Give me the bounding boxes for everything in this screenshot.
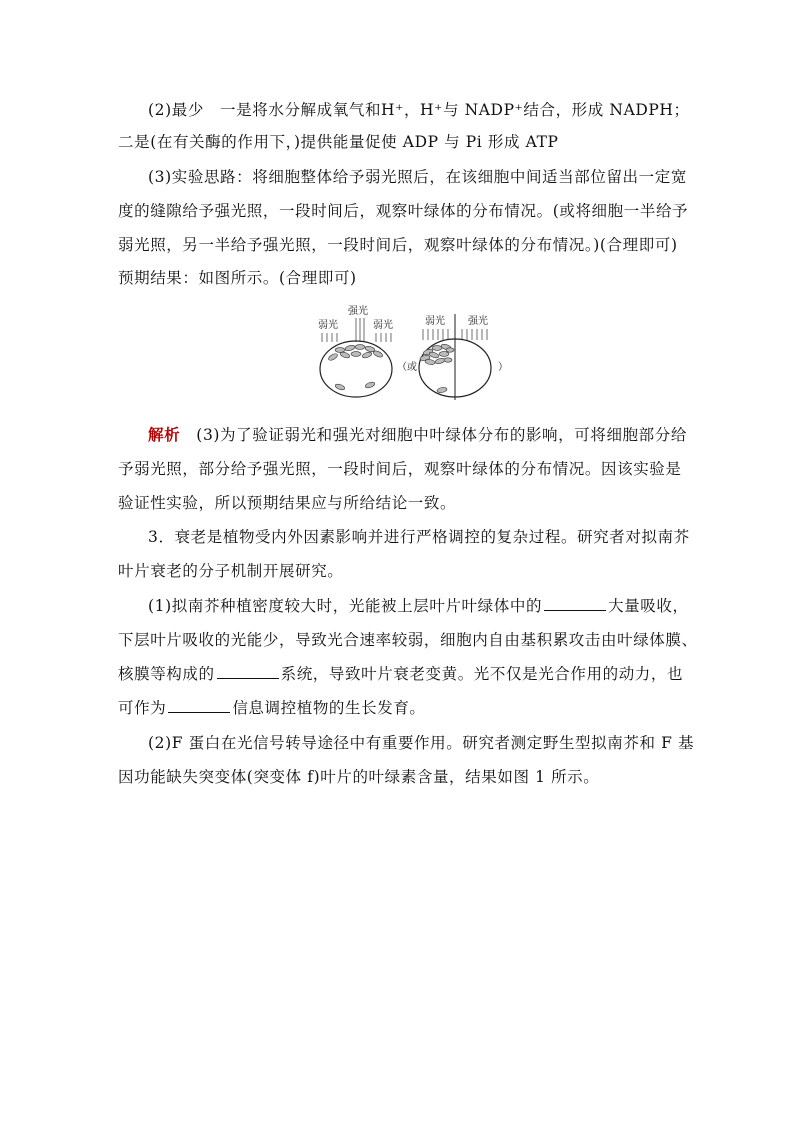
q31-text-f: 信息调控植物的生长发育。 (232, 699, 426, 717)
question-3-1-line2: 下层叶片吸收的光能少，导致光合速率较弱，细胞内自由基积累攻击由叶绿体膜、 (118, 631, 698, 649)
cell-outline-left (320, 341, 392, 397)
question-3-2-line2: 因功能缺失突变体(突变体 f)叶片的叶绿素含量，结果如图 1 所示。 (118, 768, 600, 786)
label-strong-light-center: 强光 (348, 306, 368, 317)
question-3-1-line1 (148, 596, 689, 616)
label-weak-light-left: 弱光 (318, 320, 338, 331)
question-3-line2: 叶片衰老的分子机制开展研究。 (118, 562, 344, 580)
analysis-tag: 解析 (148, 425, 181, 444)
q31-text-b: 大量吸收， (608, 597, 689, 615)
answer-blank-2[interactable] (217, 664, 279, 679)
close-paren-label: ） (498, 362, 508, 373)
label-weak-light-right: 弱光 (373, 320, 393, 331)
question-3-2-line1: (2)F 蛋白在光信号转导途径中有重要作用。研究者测定野生型拟南芥和 F 基 (148, 734, 695, 752)
analysis-line1 (148, 425, 687, 445)
answer-2-line2: 二是(在有关酶的作用下，)提供能量促使 ADP 与 Pi 形成 ATP (118, 133, 559, 151)
answer-3-line2: 度的缝隙给予强光照，一段时间后，观察叶绿体的分布情况。(或将细胞一半给予 (118, 202, 689, 220)
q31-text-a: (1)拟南芥种植密度较大时，光能被上层叶片叶绿体中的 (148, 597, 543, 615)
chloroplast-distribution-figure (300, 302, 520, 402)
question-3-1-line3 (118, 664, 683, 684)
q31-text-e: 可作为 (118, 699, 167, 717)
question-3-line1: 3．衰老是植物受内外因素影响并进行严格调控的复杂过程。研究者对拟南芥 (148, 528, 690, 546)
analysis-line2: 予弱光照，部分给予强光照，一段时间后，观察叶绿体的分布情况。因该实验是 (118, 460, 682, 478)
q31-text-c: 核膜等构成的 (118, 665, 215, 683)
analysis-line3: 验证性实验，所以预期结果应与所给结论一致。 (118, 494, 457, 512)
answer-2-line1: (2)最少 一是将水分解成氧气和H⁺，H⁺与 NADP⁺结合，形成 NADPH； (148, 101, 690, 119)
analysis-text1: (3)为了验证弱光和强光对细胞中叶绿体分布的影响，可将细胞部分给 (180, 426, 687, 444)
label-weak-light-half: 弱光 (425, 316, 445, 327)
label-strong-light-half: 强光 (468, 316, 488, 327)
answer-3-line1: (3)实验思路：将细胞整体给予弱光照后，在该细胞中间适当部位留出一定宽 (148, 168, 687, 186)
expected-result-line: 预期结果：如图所示。(合理即可) (118, 269, 357, 287)
answer-blank-3[interactable] (168, 698, 230, 713)
answer-3-line3: 弱光照，另一半给予强光照，一段时间后，观察叶绿体的分布情况。)(合理即可) (118, 236, 678, 254)
or-open-label: （或 (397, 362, 417, 373)
question-3-1-line4 (118, 698, 426, 718)
answer-blank-1[interactable] (544, 596, 606, 611)
q31-text-d: 系统，导致叶片衰老变黄。光不仅是光合作用的动力，也 (280, 665, 684, 683)
